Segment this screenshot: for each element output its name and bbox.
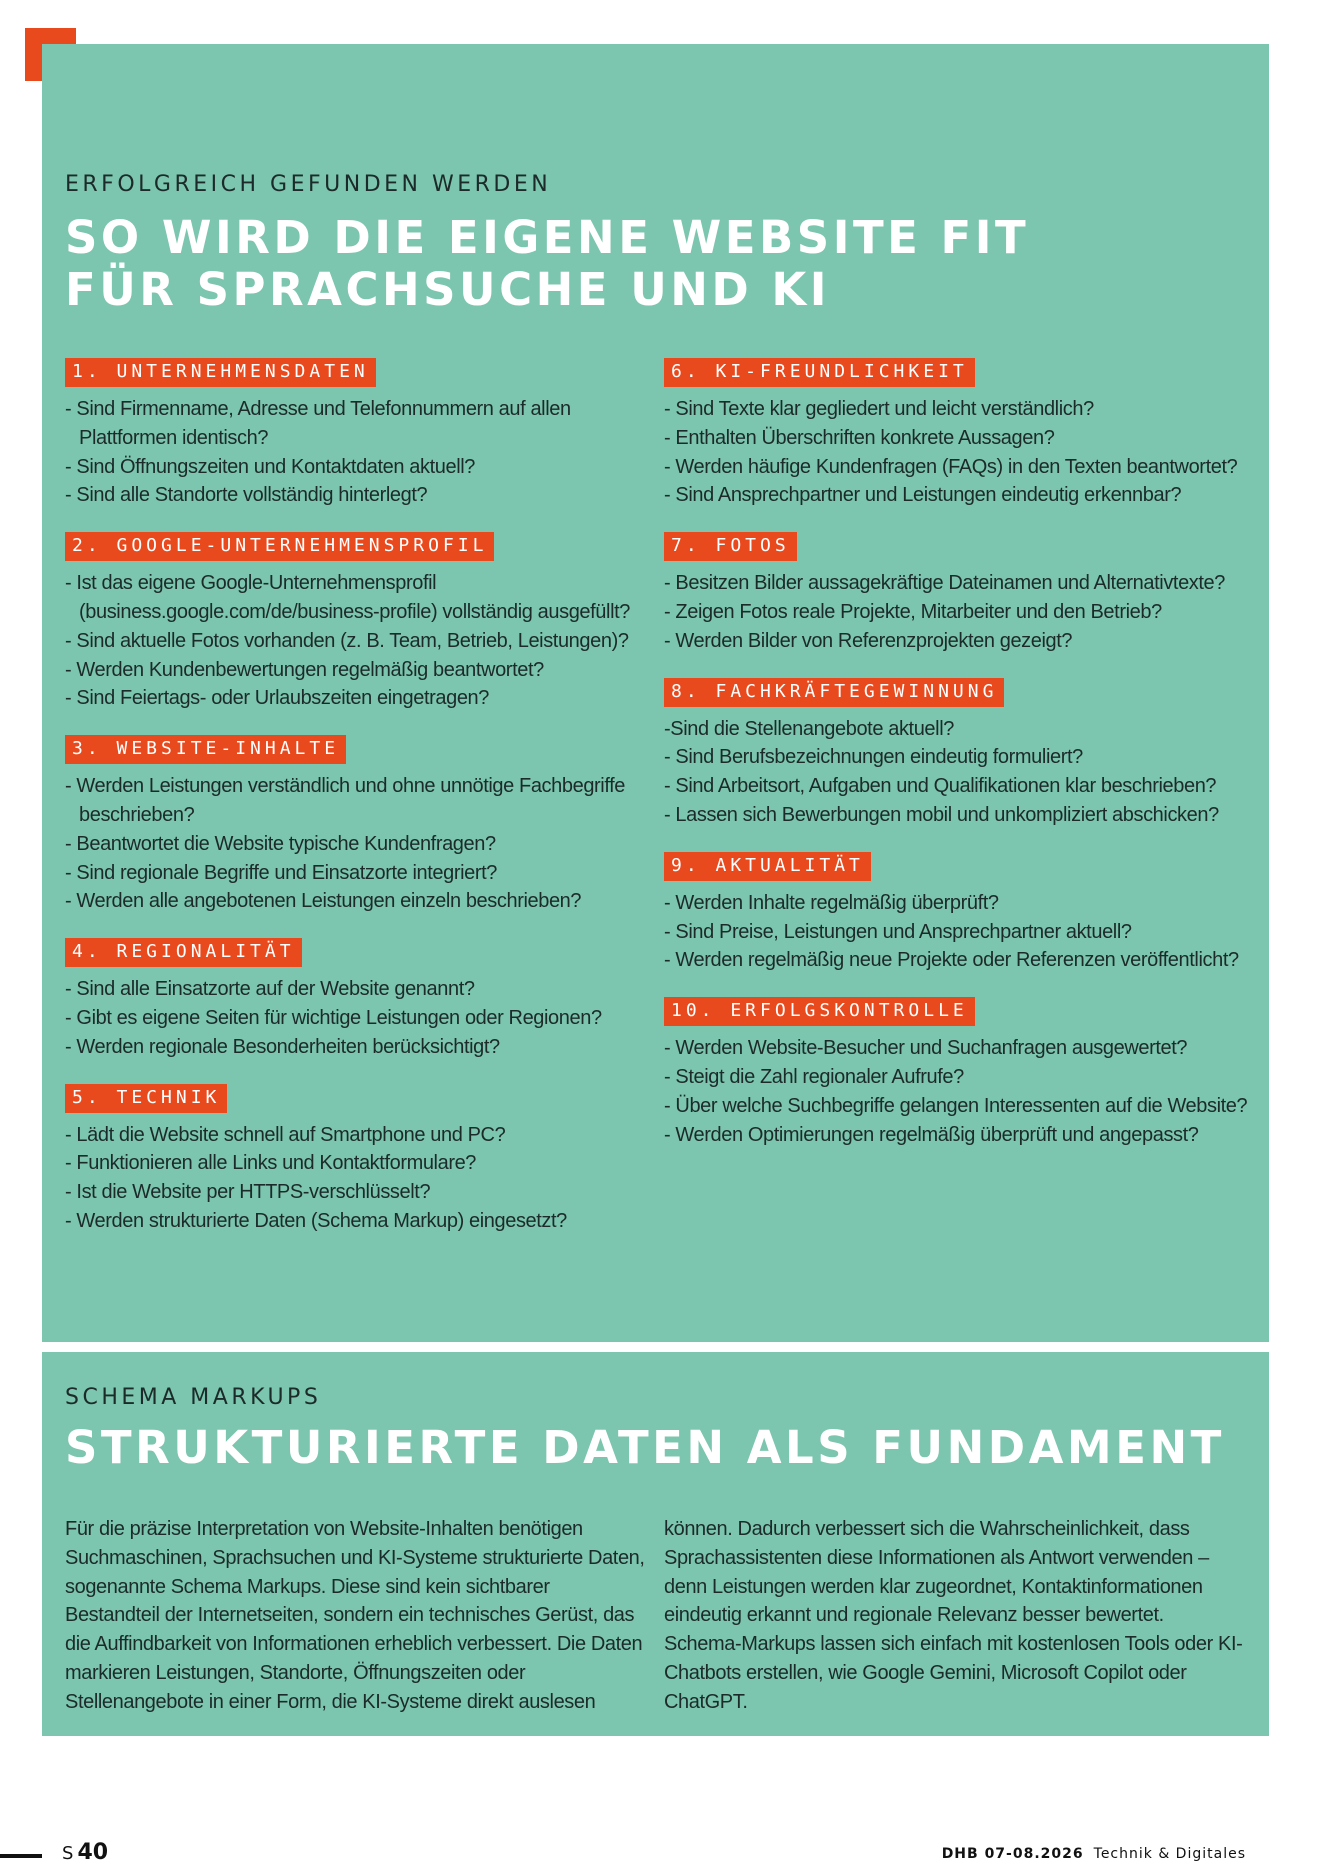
section-heading: 3. WEBSITE-INHALTE — [65, 735, 346, 764]
checklist-items — [65, 772, 655, 916]
footer-meta — [942, 1846, 1246, 1862]
schema-box — [42, 1352, 1269, 1736]
checklist-item: - Werden Website-Besucher und Suchanfragen ausgewertet? — [664, 1037, 1188, 1060]
checklist-section — [65, 735, 655, 916]
checklist-section — [65, 1084, 655, 1236]
checklist-item: - Werden alle angebotenen Leistungen einzeln beschrieben? — [65, 890, 582, 913]
footer-rule — [0, 1854, 42, 1858]
checklist-item: - Werden Bilder von Referenzprojekten gezeigt? — [664, 629, 1073, 652]
page-number-value: 40 — [77, 1840, 109, 1865]
checklist-items — [664, 395, 1254, 510]
checklist-item: - Gibt es eigene Seiten für wichtige Leistungen oder Regionen? — [65, 1006, 602, 1029]
checklist-item: - Enthalten Überschriften konkrete Aussagen? — [664, 426, 1055, 449]
checklist-item: - Werden Optimierungen regelmäßig überprüft und angepasst? — [664, 1123, 1199, 1146]
section-heading: 4. REGIONALITÄT — [65, 938, 302, 967]
box-title-line-1: SO WIRD DIE EIGENE WEBSITE FIT — [65, 211, 1030, 264]
section-label: Technik & Digitales — [1093, 1846, 1246, 1862]
checklist-item: -Sind die Stellenangebote aktuell? — [664, 717, 954, 740]
checklist-item: - Sind Firmenname, Adresse und Telefonnummern auf allen Plattformen identisch? — [65, 398, 571, 449]
checklist-section — [664, 532, 1254, 655]
checklist-items — [65, 1121, 655, 1236]
section-heading: 9. AKTUALITÄT — [664, 852, 871, 881]
checklist-section — [65, 358, 655, 510]
checklist-items — [664, 889, 1254, 975]
checklist-item: - Werden regelmäßig neue Projekte oder Referenzen veröffentlicht? — [664, 949, 1239, 972]
checklist-section — [664, 997, 1254, 1149]
box-title — [65, 212, 1029, 316]
checklist-item: - Werden strukturierte Daten (Schema Markup) eingesetzt? — [65, 1209, 567, 1232]
checklist-column-right — [664, 358, 1254, 1171]
box-title-line-2: FÜR SPRACHSUCHE UND KI — [65, 263, 831, 316]
section-heading: 6. KI-FREUNDLICHKEIT — [664, 358, 975, 387]
checklist-item: - Besitzen Bilder aussagekräftige Dateinamen und Alternativtexte? — [664, 572, 1226, 595]
checklist-item: - Sind Ansprechpartner und Leistungen eindeutig erkennbar? — [664, 484, 1182, 507]
checklist-item: - Ist das eigene Google-Unternehmensprofil (business.google.com/de/business-profile) vollständig ausgefüllt? — [65, 572, 630, 623]
checklist-items — [65, 569, 655, 713]
checklist-section — [664, 358, 1254, 510]
checklist-item: - Sind alle Einsatzorte auf der Website genannt? — [65, 978, 475, 1001]
checklist-item: - Sind Texte klar gegliedert und leicht verständlich? — [664, 398, 1094, 420]
checklist-items — [664, 569, 1254, 655]
checklist-item: - Sind Öffnungszeiten und Kontaktdaten aktuell? — [65, 455, 476, 478]
checklist-item: - Sind Preise, Leistungen und Ansprechpartner aktuell? — [664, 920, 1132, 943]
checklist-item: - Lassen sich Bewerbungen mobil und unkompliziert abschicken? — [664, 803, 1219, 826]
box-kicker: ERFOLGREICH GEFUNDEN WERDEN — [65, 172, 552, 197]
schema-kicker: SCHEMA MARKUPS — [65, 1385, 322, 1410]
checklist-item: - Funktionieren alle Links und Kontaktformulare? — [65, 1152, 477, 1175]
checklist-box — [42, 44, 1269, 1342]
schema-text-left: Für die präzise Interpretation von Website-Inhalten benötigen Suchmaschinen, Sprachsuchen und KI-Systeme strukturierte Daten, sogenannte Schema Markups. Diese sind kein sichtbarer Bestandteil der Internetseiten, sondern ein technisches Gerüst, das die Auffindbarkeit von Informationen erheblich verbessert. Die Daten markieren Leistungen, Standorte, Öffnungszeiten oder Stellenangebote in einer Form, die KI-Systeme direkt auslesen — [65, 1518, 645, 1713]
checklist-section — [65, 938, 655, 1061]
checklist-item: - Werden Inhalte regelmäßig überprüft? — [664, 891, 999, 914]
page-prefix: S — [62, 1843, 74, 1864]
issue-label: DHB 07-08.2026 — [941, 1846, 1084, 1862]
checklist-item: - Über welche Suchbegriffe gelangen Interessenten auf die Website? — [664, 1094, 1248, 1117]
section-heading: 7. FOTOS — [664, 532, 797, 561]
schema-text-right: können. Dadurch verbessert sich die Wahrscheinlichkeit, dass Sprachassistenten diese Informationen als Antwort verwenden – denn Leistungen werden klar zugeordnet, Kontaktinformationen eindeutig erkannt und regionale Relevanz besser bewertet. Schema-Markups lassen sich einfach mit kostenlosen Tools oder KI-Chatbots erstellen, wie Google Gemini, Microsoft Copilot oder ChatGPT. — [664, 1518, 1243, 1713]
checklist-item: - Sind Berufsbezeichnungen eindeutig formuliert? — [664, 746, 1083, 769]
checklist-section — [664, 678, 1254, 830]
checklist-section — [65, 532, 655, 713]
checklist-items — [65, 395, 655, 510]
section-heading: 2. GOOGLE-UNTERNEHMENSPROFIL — [65, 532, 494, 561]
checklist-item: - Sind alle Standorte vollständig hinterlegt? — [65, 484, 428, 507]
checklist-items — [65, 975, 655, 1061]
checklist-item: - Werden regionale Besonderheiten berücksichtigt? — [65, 1035, 500, 1058]
checklist-column-left — [65, 358, 655, 1258]
checklist-item: - Steigt die Zahl regionaler Aufrufe? — [664, 1065, 964, 1088]
checklist-item: - Werden Leistungen verständlich und ohne unnötige Fachbegriffe beschrieben? — [65, 775, 626, 826]
checklist-item: - Lädt die Website schnell auf Smartphone und PC? — [65, 1123, 506, 1146]
checklist-items — [664, 715, 1254, 830]
section-heading: 1. UNTERNEHMENSDATEN — [65, 358, 376, 387]
checklist-item: - Zeigen Fotos reale Projekte, Mitarbeiter und den Betrieb? — [664, 600, 1162, 623]
checklist-items — [664, 1034, 1254, 1149]
page-number — [62, 1840, 108, 1865]
checklist-item: - Ist die Website per HTTPS-verschlüsselt? — [65, 1181, 431, 1204]
checklist-item: - Werden häufige Kundenfragen (FAQs) in den Texten beantwortet? — [664, 455, 1238, 478]
section-heading: 5. TECHNIK — [65, 1084, 227, 1113]
checklist-item: - Sind aktuelle Fotos vorhanden (z. B. Team, Betrieb, Leistungen)? — [65, 629, 629, 652]
checklist-item: - Beantwortet die Website typische Kundenfragen? — [65, 832, 496, 855]
section-heading: 8. FACHKRÄFTEGEWINNUNG — [664, 678, 1004, 707]
checklist-item: - Werden Kundenbewertungen regelmäßig beantwortet? — [65, 658, 544, 681]
checklist-item: - Sind Feiertags- oder Urlaubszeiten eingetragen? — [65, 687, 489, 710]
section-heading: 10. ERFOLGSKONTROLLE — [664, 997, 975, 1026]
checklist-item: - Sind Arbeitsort, Aufgaben und Qualifikationen klar beschrieben? — [664, 775, 1217, 798]
checklist-section — [664, 852, 1254, 975]
schema-title: STRUKTURIERTE DATEN ALS FUNDAMENT — [65, 1421, 1225, 1474]
checklist-item: - Sind regionale Begriffe und Einsatzorte integriert? — [65, 861, 498, 884]
